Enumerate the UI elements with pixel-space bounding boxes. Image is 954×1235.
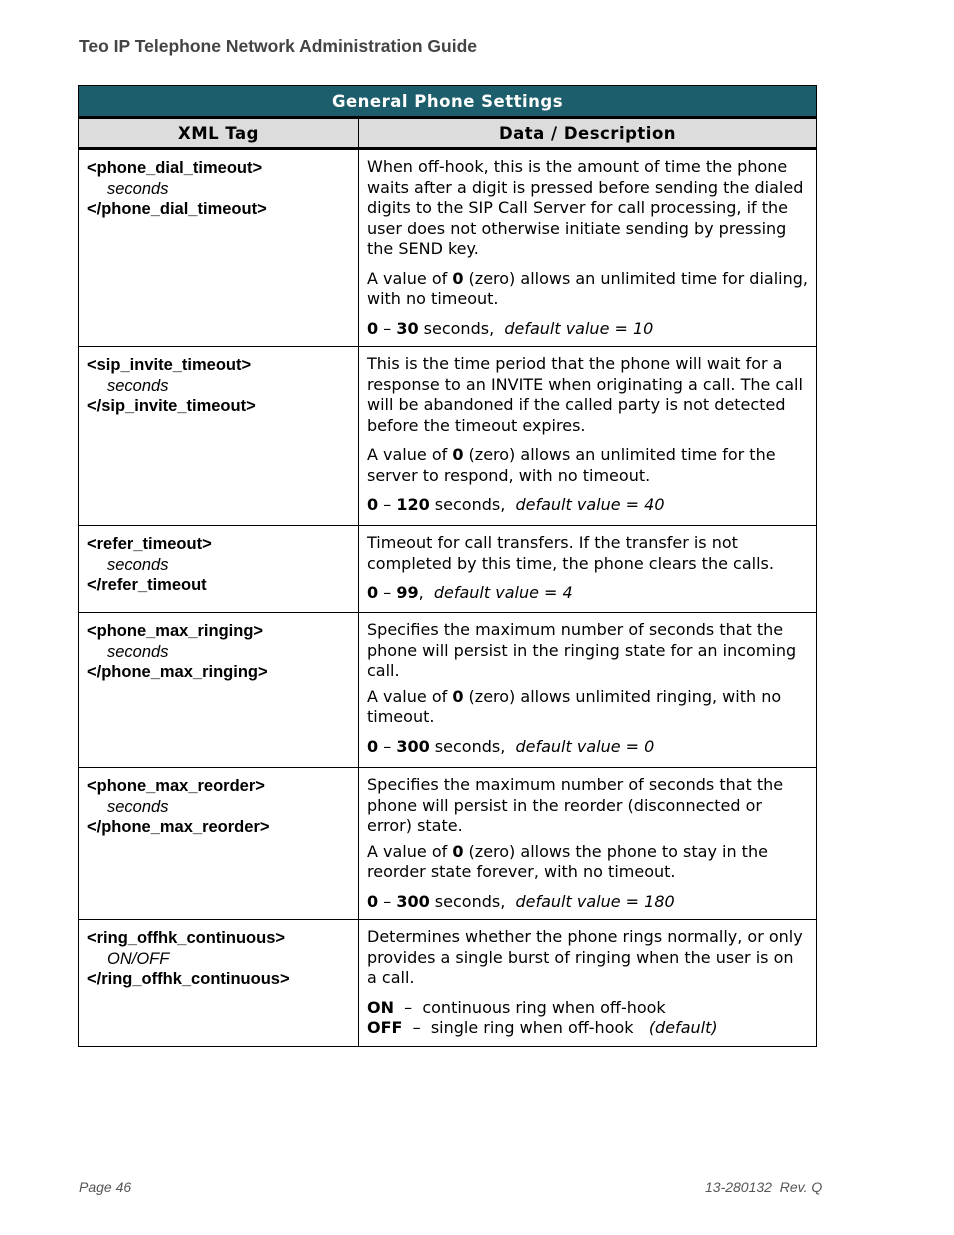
xml-tag-cell: [79, 613, 359, 768]
general-phone-settings-table: [78, 85, 817, 1047]
description-text: Timeout for call transfers. If the transfer is not completed by this time, the phone clears the calls.: [367, 533, 774, 573]
description-cell: [359, 920, 817, 1047]
value-range: 0 – 120 seconds, default value = 40: [367, 495, 665, 514]
description-text: This is the time period that the phone will wait for a response to an INVITE when originating a call. The call will be abandoned if the called party is not detected before the timeout expires.: [367, 354, 803, 435]
tag-value: ON/OFF: [107, 949, 170, 968]
description-cell: [359, 768, 817, 920]
xml-tag-cell: [79, 920, 359, 1047]
description-cell: [359, 613, 817, 768]
tag-open: <phone_max_reorder>: [87, 777, 265, 795]
xml-tag-cell: [79, 149, 359, 347]
tag-open: <sip_invite_timeout>: [87, 356, 252, 374]
tag-open: <refer_timeout>: [87, 535, 212, 553]
value-range: 0 – 99, default value = 4: [367, 583, 573, 602]
table-title: General Phone Settings: [79, 86, 817, 118]
default-value: default value = 180: [515, 891, 675, 911]
table-row: [79, 347, 817, 526]
description-text: Specifies the maximum number of seconds that the phone will persist in the ringing state for an incoming call.: [367, 620, 797, 680]
xml-tag-cell: [79, 768, 359, 920]
zero-value-note: A value of 0 (zero) allows the phone to stay in the reorder state forever, with no timeout.: [367, 841, 768, 881]
option-on-text: – continuous ring when off-hook: [394, 997, 666, 1017]
tag-close: </sip_invite_timeout>: [87, 397, 256, 415]
description-cell: [359, 347, 817, 526]
default-value: default value = 0: [515, 736, 655, 756]
option-on-label: ON: [367, 997, 394, 1017]
option-off-default: (default): [648, 1018, 718, 1037]
description-text: Specifies the maximum number of seconds that the phone will persist in the reorder (disconnected or error) state.: [367, 775, 784, 835]
zero-value-note: A value of 0 (zero) allows an unlimited time for dialing, with no timeout.: [367, 268, 808, 308]
default-value: default value = 10: [504, 318, 654, 338]
tag-close: </phone_dial_timeout>: [87, 200, 267, 218]
document-title: Teo IP Telephone Network Administration Guide: [79, 36, 478, 56]
option-off-text: – single ring when off-hook: [402, 1018, 634, 1037]
document-number: 13-280132 Rev. Q: [705, 1179, 823, 1195]
tag-value: seconds: [107, 642, 169, 661]
table-row: [79, 149, 817, 347]
tag-value: seconds: [107, 179, 169, 198]
column-header-xml-tag: XML Tag: [79, 118, 359, 149]
table-row: [79, 526, 817, 613]
page-number: Page 46: [79, 1179, 132, 1195]
xml-tag-cell: [79, 526, 359, 613]
description-text: Determines whether the phone rings normally, or only provides a single burst of ringing when the user is on a call.: [367, 927, 803, 987]
on-off-options: [367, 998, 808, 1039]
description-text: When off-hook, this is the amount of time the phone waits after a digit is pressed before sending the dialed digits to the SIP Call Server for call processing, if the user does not otherwise initiate sending by pressing the SEND key.: [367, 157, 804, 258]
table-row: [79, 613, 817, 768]
xml-tag-cell: [79, 347, 359, 526]
tag-value: seconds: [107, 555, 169, 574]
tag-value: seconds: [107, 376, 169, 395]
tag-value: seconds: [107, 797, 169, 816]
default-value: default value = 40: [515, 495, 665, 514]
description-cell: [359, 149, 817, 347]
tag-close: </phone_max_ringing>: [87, 663, 268, 681]
tag-open: <phone_max_ringing>: [87, 622, 264, 640]
tag-close: </refer_timeout: [87, 576, 207, 594]
tag-open: <phone_dial_timeout>: [87, 159, 263, 177]
tag-close: </ring_offhk_continuous>: [87, 970, 290, 988]
value-range: 0 – 300 seconds, default value = 180: [367, 891, 675, 911]
description-cell: [359, 526, 817, 613]
tag-close: </phone_max_reorder>: [87, 818, 270, 836]
value-range: 0 – 30 seconds, default value = 10: [367, 318, 654, 338]
option-off-label: OFF: [367, 1018, 403, 1037]
tag-open: <ring_offhk_continuous>: [87, 929, 286, 947]
zero-value-note: A value of 0 (zero) allows an unlimited time for the server to respond, with no timeout.: [367, 445, 776, 485]
table-row: [79, 768, 817, 920]
default-value: default value = 4: [433, 583, 573, 602]
column-header-description: Data / Description: [359, 118, 817, 149]
zero-value-note: A value of 0 (zero) allows unlimited ringing, with no timeout.: [367, 686, 782, 726]
value-range: 0 – 300 seconds, default value = 0: [367, 736, 655, 756]
table-row: [79, 920, 817, 1047]
